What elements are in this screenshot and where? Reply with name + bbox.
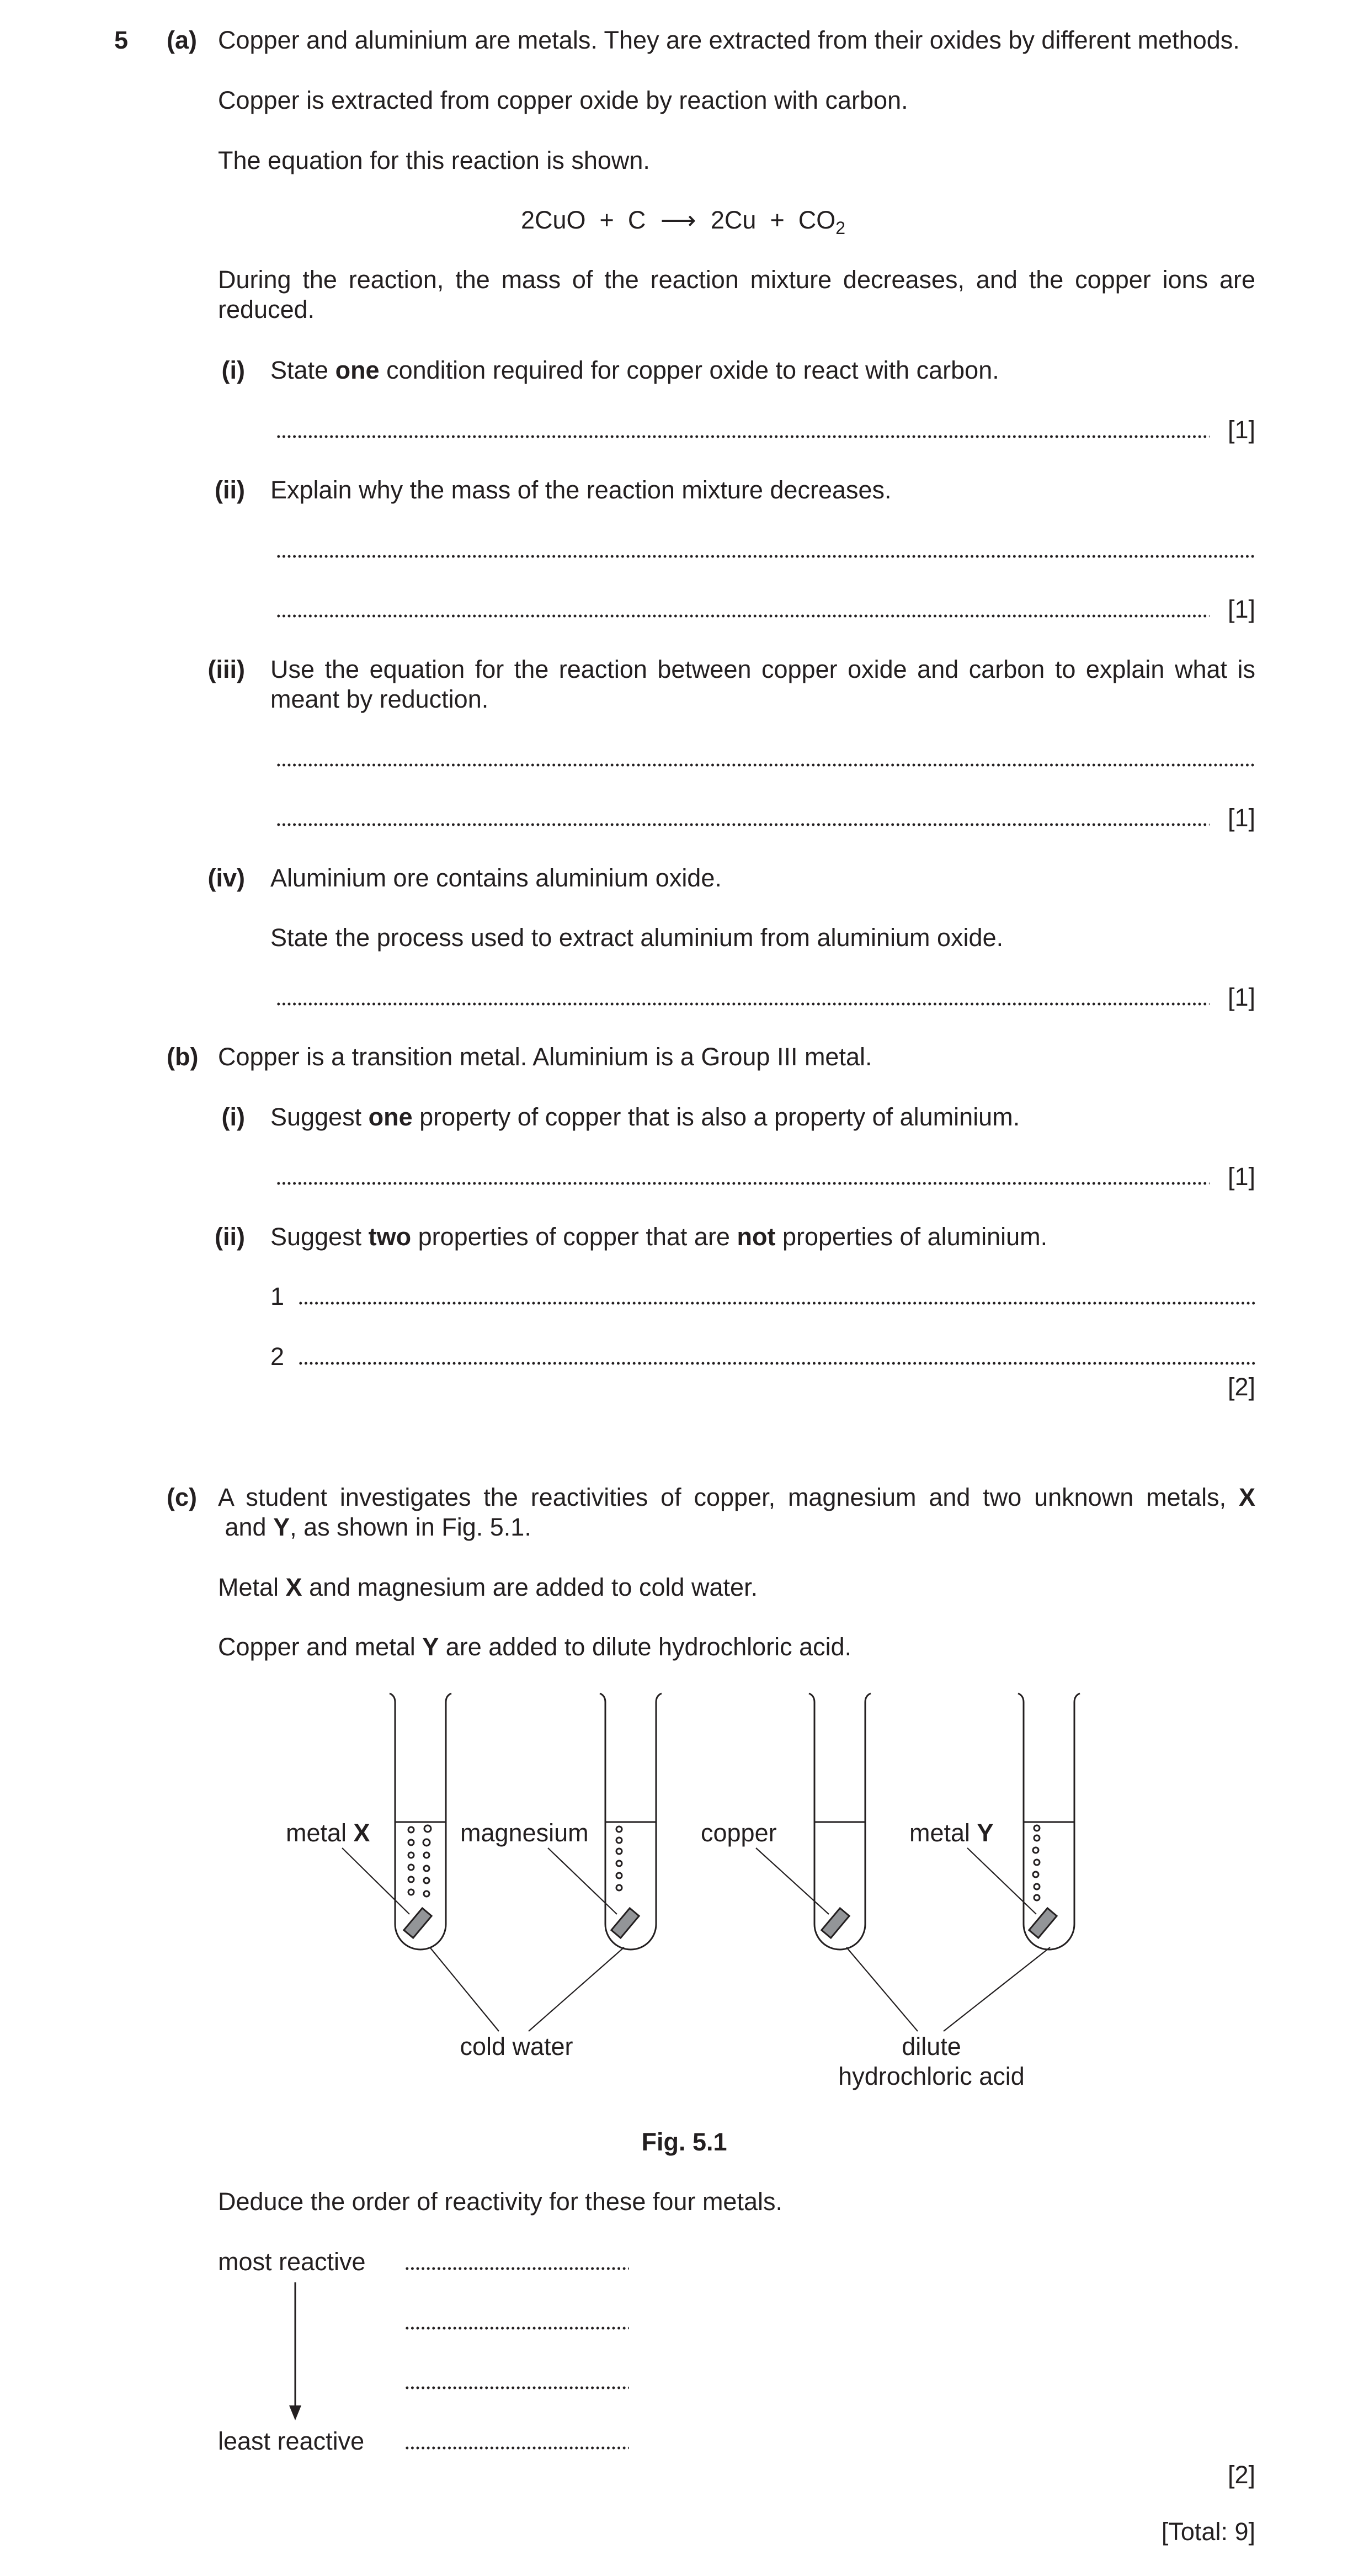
text: are added to dilute hydrochloric acid. (439, 1633, 852, 1661)
text: and magnesium are added to cold water. (302, 1573, 758, 1601)
reactivity-answer-line-4[interactable] (404, 2446, 629, 2450)
copper-piece (822, 1908, 849, 1938)
marks-a-iv: [1] (1227, 983, 1255, 1011)
text: properties of copper that are (411, 1223, 737, 1251)
equation-subscript: 2 (835, 218, 846, 238)
label-hydrochloric-acid: hydrochloric acid (838, 2062, 1025, 2090)
part-a-i-label: (i) (221, 356, 245, 384)
marks-a-i: [1] (1227, 416, 1255, 444)
part-a-equation-intro: The equation for this reaction is shown. (218, 146, 650, 174)
total-marks: [Total: 9] (1161, 2517, 1255, 2546)
answer-number-1: 1 (270, 1282, 285, 1310)
part-a-iii-label: (iii) (207, 655, 245, 683)
label-cold-water: cold water (460, 2032, 573, 2060)
text: properties of aluminium. (775, 1223, 1048, 1251)
part-a-ii-label: (ii) (215, 476, 245, 504)
part-a-iii-question: Use the equation for the reaction between copper oxide and carbon to explain what is meant by reduction. (270, 655, 1255, 713)
label-metal-y (909, 1819, 994, 1847)
label-dilute: dilute (902, 2032, 961, 2060)
part-a-copper-extraction: Copper is extracted from copper oxide by reaction with carbon. (218, 86, 908, 114)
metal-y-ref: Y (273, 1513, 290, 1541)
part-a-iv-statement: Aluminium ore contains aluminium oxide. (270, 864, 722, 892)
label-text: metal (909, 1819, 977, 1847)
part-b-i-label: (i) (221, 1103, 245, 1131)
least-reactive-label: least reactive (218, 2427, 365, 2455)
question-number: 5 (114, 26, 129, 54)
metal-x-ref: X (1238, 1483, 1255, 1511)
text: Copper and metal (218, 1633, 423, 1661)
emphasis: not (737, 1223, 776, 1251)
leader-line (846, 1947, 918, 2031)
figure-caption: Fig. 5.1 (641, 2128, 727, 2156)
text: property of copper that is also a property of aluminium. (412, 1103, 1020, 1131)
answer-number-2: 2 (270, 1342, 285, 1371)
leader-line (529, 1947, 624, 2031)
equation-arrow: ⟶ (660, 206, 696, 234)
leader-line (944, 1947, 1050, 2031)
marks-c: [2] (1227, 2461, 1255, 2489)
part-a-intro: Copper and aluminium are metals. They are extracted from their oxides by different methods. (218, 26, 1240, 54)
label-metal-x (286, 1819, 370, 1847)
label-copper: copper (701, 1819, 777, 1847)
text: Suggest (270, 1223, 369, 1251)
bubbles-icon (408, 1825, 431, 1897)
emphasis: one (368, 1103, 413, 1131)
metal-y-piece (1029, 1908, 1057, 1938)
label-x: X (353, 1819, 370, 1847)
text: Metal (218, 1573, 286, 1601)
marks-b-ii: [2] (1227, 1373, 1255, 1401)
leader-line (756, 1848, 829, 1914)
reactivity-answer-line-1[interactable] (404, 2267, 629, 2270)
label-magnesium: magnesium (460, 1819, 589, 1847)
text: , as shown in Fig. 5.1. (290, 1513, 531, 1541)
down-arrow-icon (289, 2282, 301, 2420)
label-text: metal (286, 1819, 354, 1847)
equation-lhs: 2CuO + C (521, 206, 646, 234)
part-a-iv-question: State the process used to extract aluminium from aluminium oxide. (270, 923, 1004, 952)
equation-rhs: 2Cu + CO (710, 206, 836, 234)
metal-x-ref: X (285, 1573, 302, 1601)
part-a-iv-label: (iv) (207, 864, 245, 892)
part-a-label: (a) (167, 26, 197, 54)
part-a-ii-question: Explain why the mass of the reaction mixture decreases. (270, 476, 892, 504)
leader-line (342, 1848, 409, 1914)
most-reactive-label: most reactive (218, 2248, 366, 2276)
part-b-intro: Copper is a transition metal. Aluminium is a Group III metal. (218, 1043, 872, 1071)
part-a-reaction-description: During the reaction, the mass of the reaction mixture decreases, and the copper ions are reduced. (218, 265, 1255, 323)
label-y: Y (977, 1819, 994, 1847)
emphasis: one (335, 356, 380, 384)
part-c-label: (c) (167, 1483, 197, 1511)
emphasis: two (368, 1223, 412, 1251)
marks-b-i: [1] (1227, 1162, 1255, 1191)
metal-y-ref: Y (422, 1633, 439, 1661)
marks-a-ii: [1] (1227, 595, 1255, 623)
marks-a-iii: [1] (1227, 804, 1255, 832)
part-c-deduce-question: Deduce the order of reactivity for these four metals. (218, 2187, 782, 2216)
reactivity-answer-line-2[interactable] (404, 2327, 629, 2330)
leader-line (548, 1848, 617, 1914)
text: A student investigates the reactivities of copper, magnesium and two unknown metals, (218, 1483, 1239, 1511)
leader-line (430, 1947, 499, 2031)
text: Suggest (270, 1103, 369, 1131)
text: and (218, 1513, 274, 1541)
part-b-label: (b) (167, 1043, 199, 1071)
bubbles-icon (1033, 1825, 1040, 1900)
bubbles-icon (616, 1826, 622, 1890)
part-b-ii-label: (ii) (215, 1223, 245, 1251)
text: State (270, 356, 335, 384)
reactivity-answer-line-3[interactable] (404, 2386, 629, 2389)
text: condition required for copper oxide to react with carbon. (379, 356, 999, 384)
leader-line (967, 1848, 1036, 1914)
